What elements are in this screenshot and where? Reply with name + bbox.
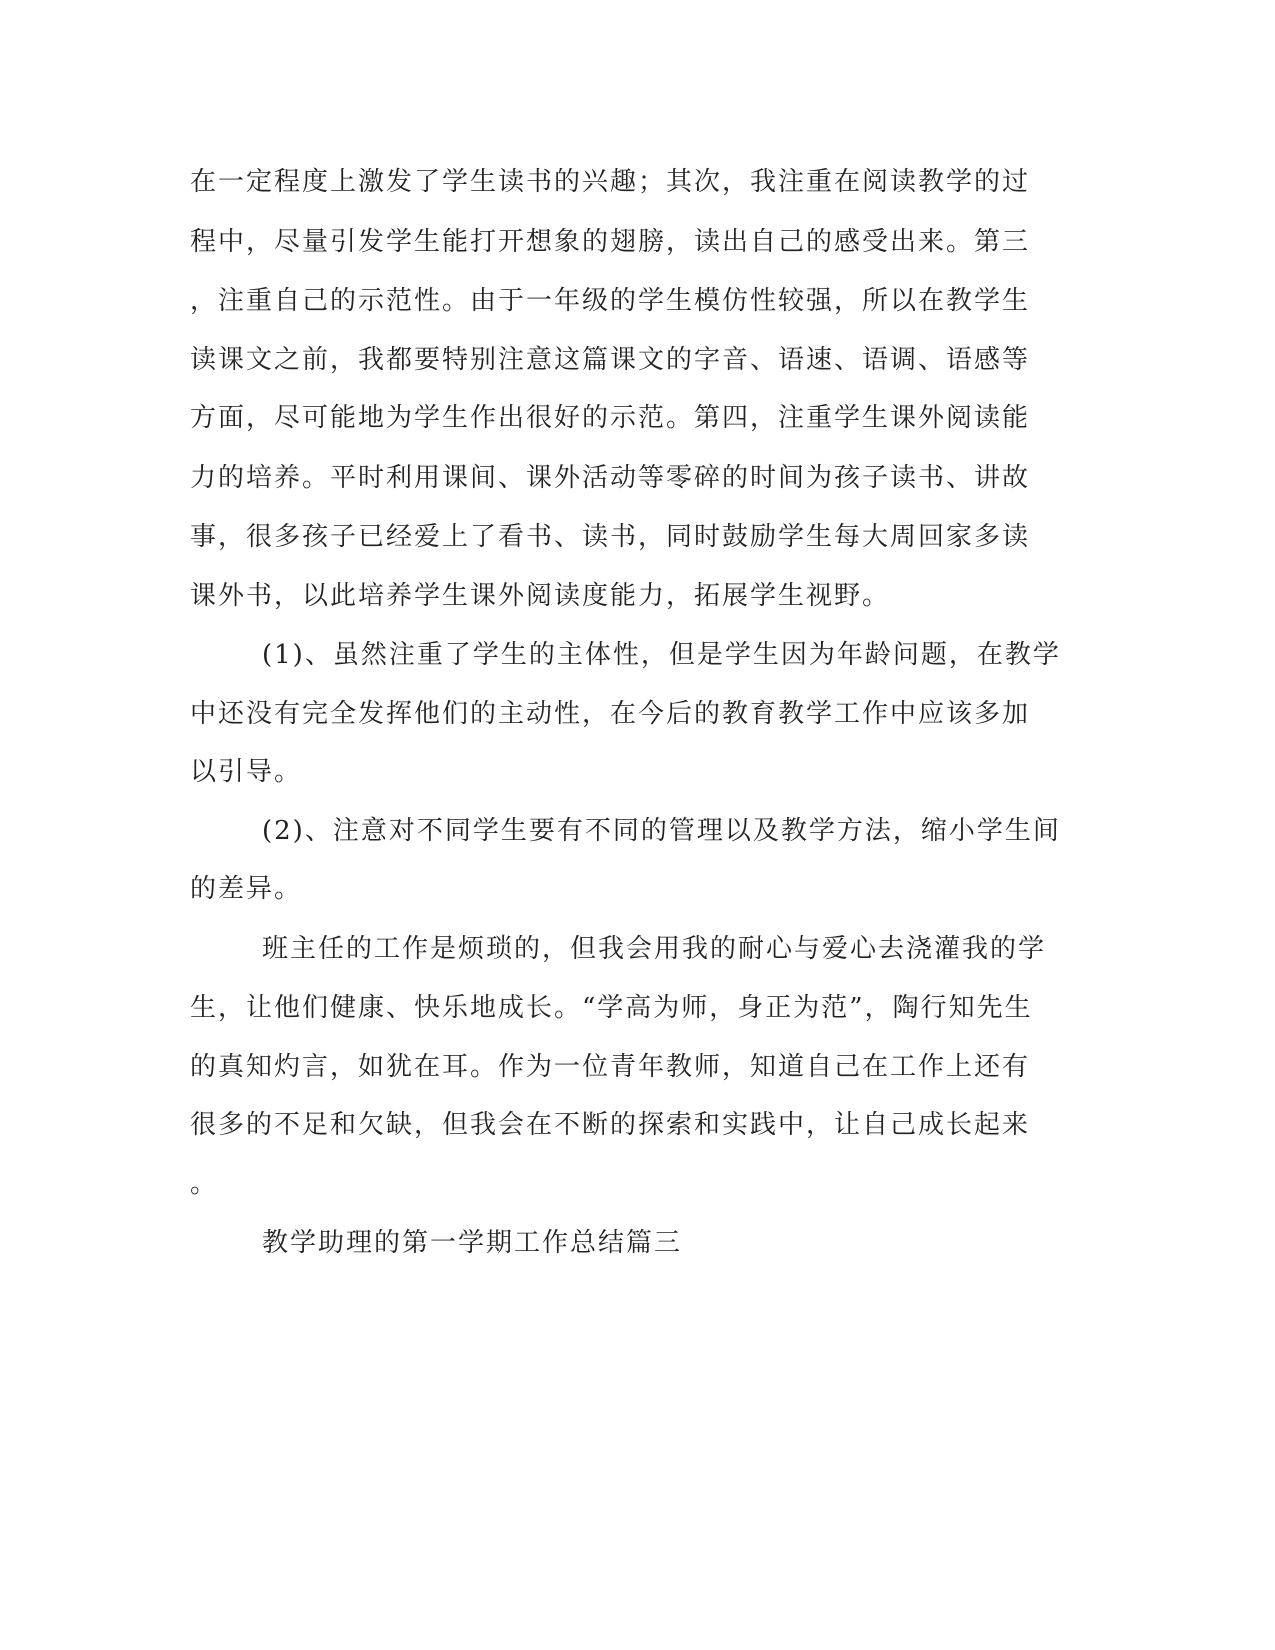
section-heading: 教学助理的第一学期工作总结篇三 <box>262 1228 683 1258</box>
text-line: ，注重自己的示范性。由于一年级的学生模仿性较强，所以在教学生 <box>190 286 1031 316</box>
paragraph-start: 班主任的工作是烦琐的，但我会用我的耐心与爱心去浇灌我的学 <box>262 934 1047 964</box>
text-line: 生，让他们健康、快乐地成长。“学高为师，身正为范”，陶行知先生 <box>190 993 1033 1023</box>
text-line: 力的培养。平时利用课间、课外活动等零碎的时间为孩子读书、讲故 <box>190 463 1031 493</box>
text-line: 方面，尽可能地为学生作出很好的示范。第四，注重学生课外阅读能 <box>190 403 1031 433</box>
text-line: 的真知灼言，如犹在耳。作为一位青年教师，知道自己在工作上还有 <box>190 1052 1031 1082</box>
text-line: 以引导。 <box>190 757 303 787</box>
text-line: 的差异。 <box>190 874 303 904</box>
text-line: 很多的不足和欠缺，但我会在不断的探索和实践中，让自己成长起来 <box>190 1110 1031 1140</box>
text-line: 课外书，以此培养学生课外阅读度能力，拓展学生视野。 <box>190 581 891 611</box>
text-line: 。 <box>190 1169 219 1199</box>
list-item-1: (1)、虽然注重了学生的主体性，但是学生因为年龄问题，在教学 <box>262 640 1061 670</box>
text-line: 程中，尽量引发学生能打开想象的翅膀，读出自己的感受出来。第三 <box>190 227 1031 257</box>
text-line: 事，很多孩子已经爱上了看书、读书，同时鼓励学生每大周回家多读 <box>190 522 1031 552</box>
text-line: 读课文之前，我都要特别注意这篇课文的字音、语速、语调、语感等 <box>190 345 1031 375</box>
list-item-2: (2)、注意对不同学生要有不同的管理以及教学方法，缩小学生间 <box>262 816 1061 846</box>
text-line: 中还没有完全发挥他们的主动性，在今后的教育教学工作中应该多加 <box>190 699 1031 729</box>
text-line: 在一定程度上激发了学生读书的兴趣；其次，我注重在阅读教学的过 <box>190 167 1031 197</box>
